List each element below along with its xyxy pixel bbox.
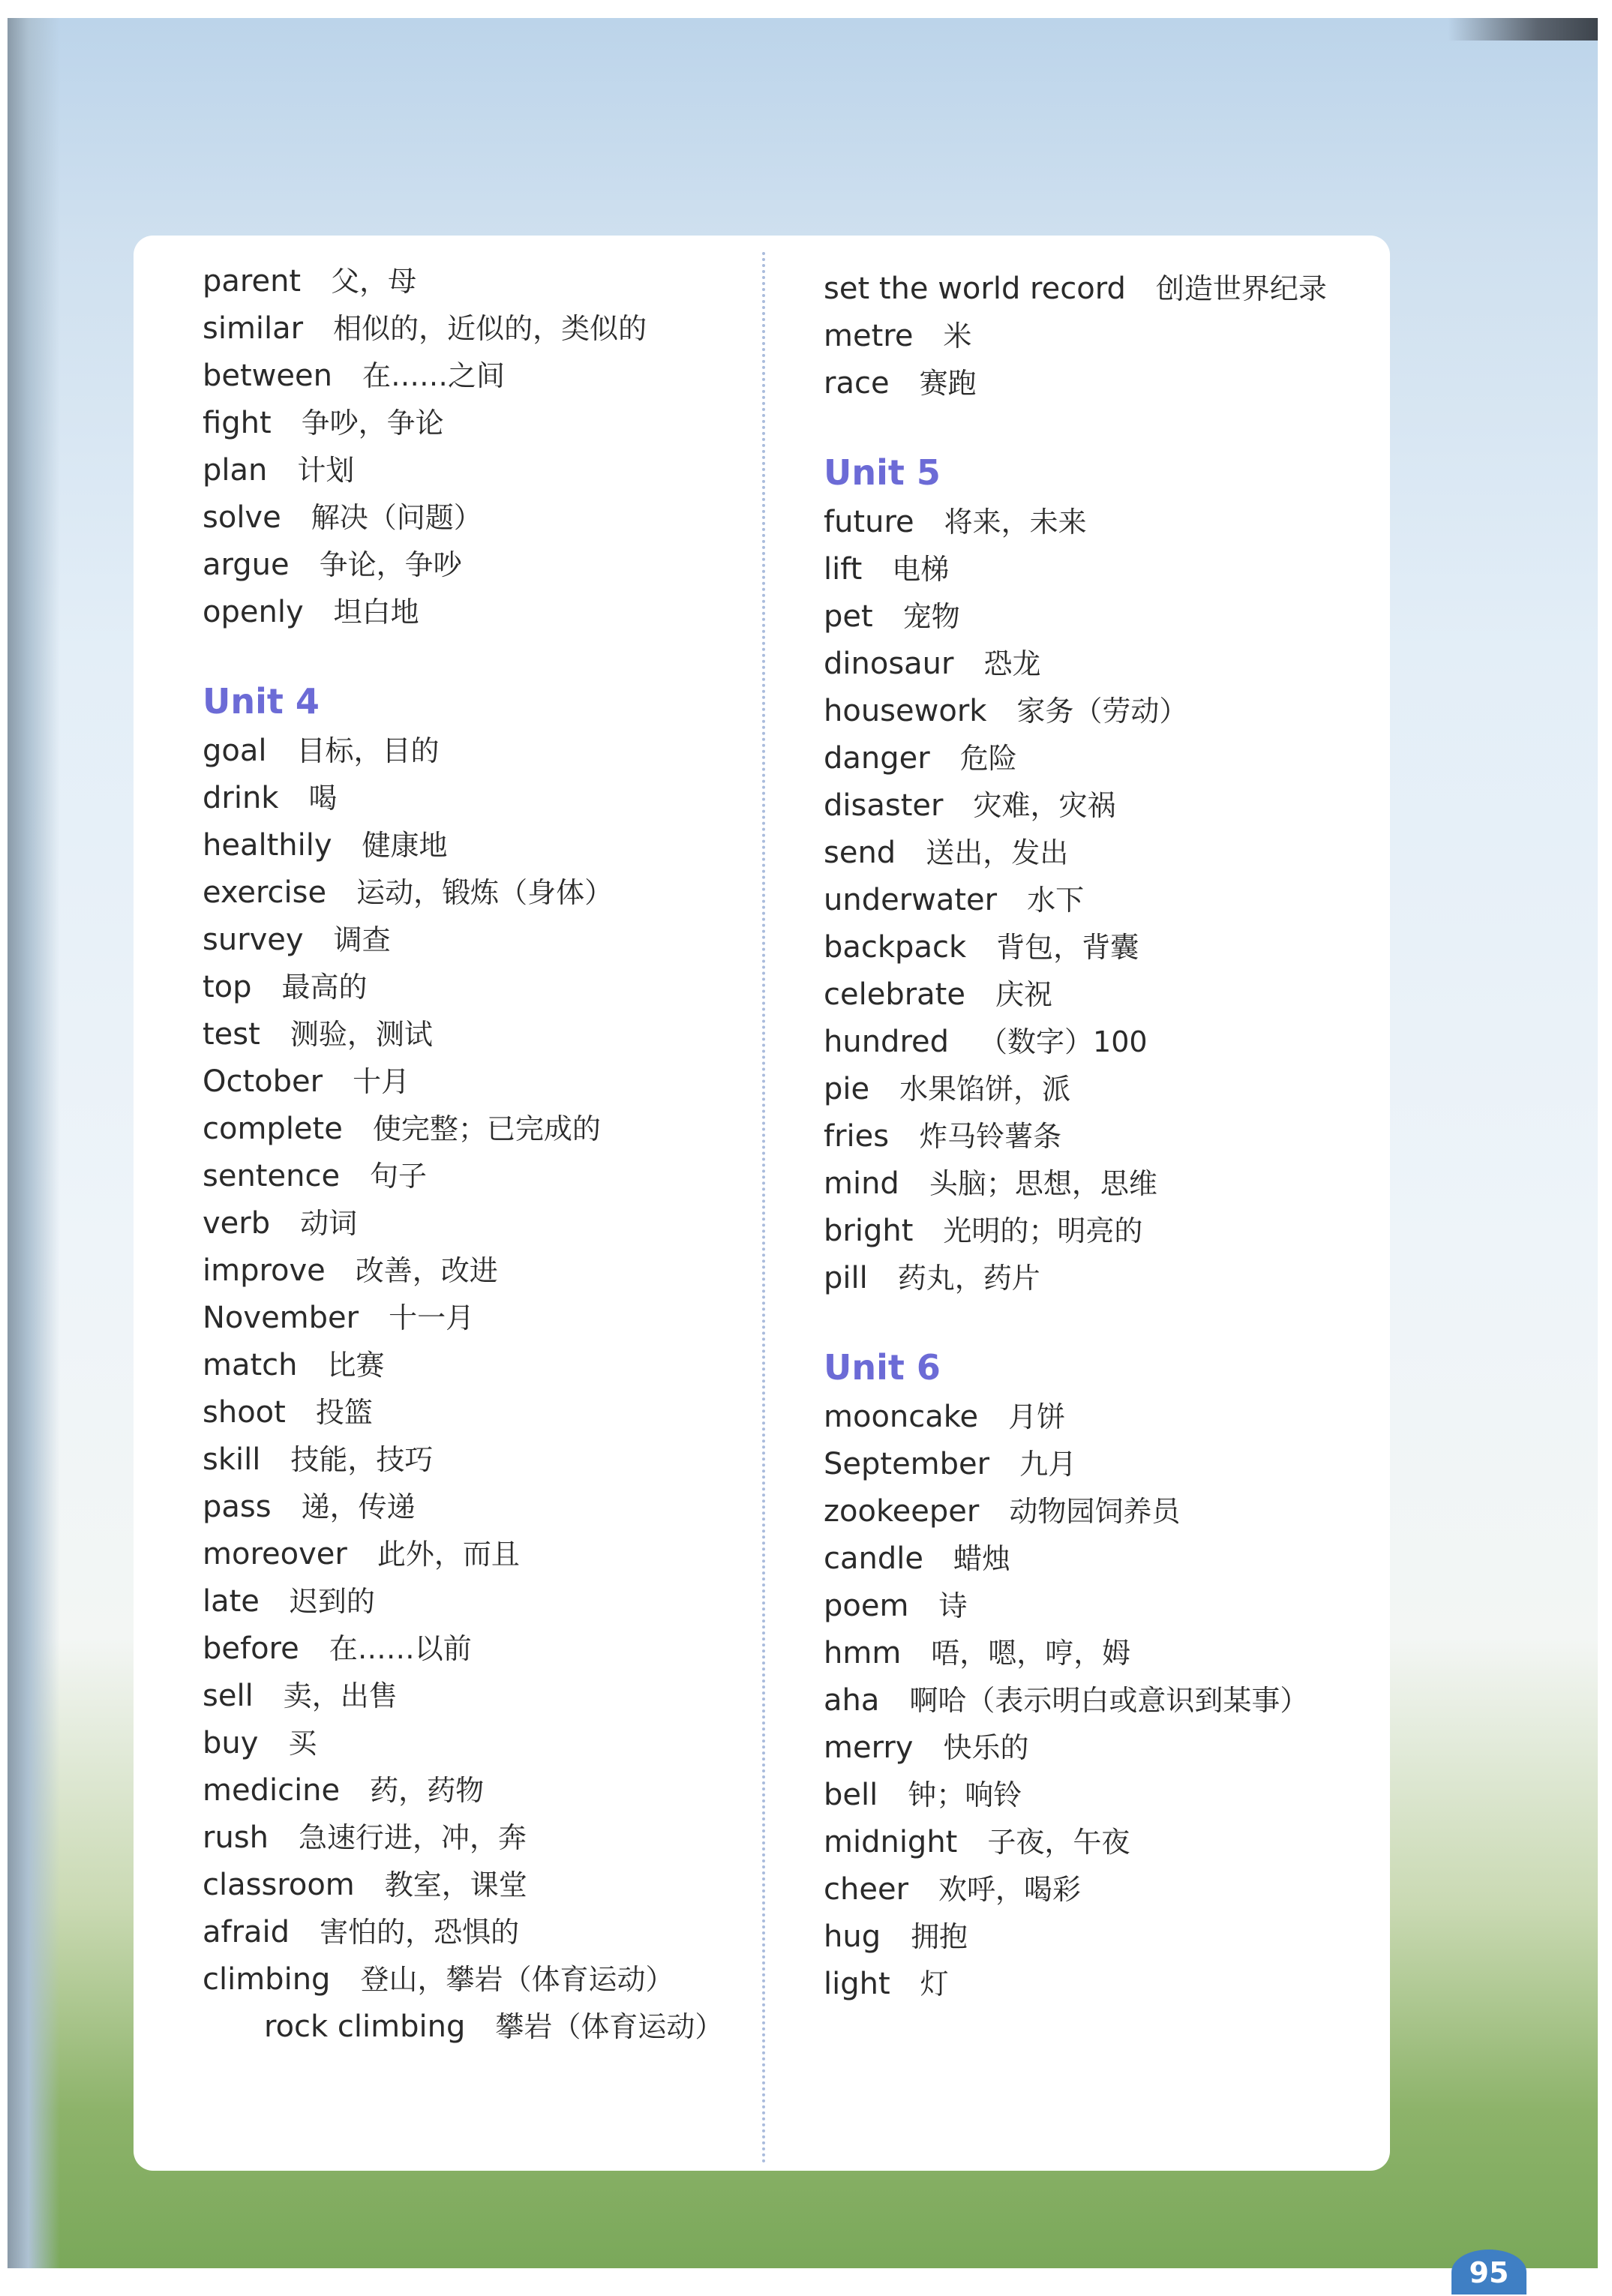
vocab-meaning: 坦白地 [333,596,419,629]
left-top-list [203,258,723,636]
vocab-meaning: 技能，技巧 [290,1443,434,1476]
vocab-word: goal [203,734,267,768]
vocab-entry [203,589,723,636]
vocab-word: cheer [824,1872,909,1907]
vocab-entry [824,971,1327,1019]
vocab-word: similar [203,311,304,346]
vocab-meaning: 相似的，近似的，类似的 [333,312,647,345]
vocab-word: healthily [203,828,332,863]
vocab-entry [203,1436,723,1484]
vocab-word: aha [824,1683,880,1718]
vocab-entry [203,775,723,822]
vocab-word: backpack [824,930,967,965]
vocab-entry [824,1160,1327,1208]
vocab-entry [203,1673,723,1720]
vocab-word: solve [203,500,281,535]
vocab-word: drink [203,781,279,815]
vocab-meaning: 最高的 [281,971,368,1004]
vocab-meaning: 庆祝 [995,978,1052,1011]
vocab-entry [203,353,723,400]
vocab-entry [203,1862,723,1909]
vocab-meaning: 啊哈（表示明白或意识到某事） [909,1684,1309,1717]
vocab-entry [203,305,723,353]
vocab-meaning: 十月 [353,1065,410,1098]
vocab-meaning: 电梯 [892,553,950,586]
vocab-entry [824,1441,1327,1488]
vocab-word: parent [203,264,302,299]
vocab-entry [824,1255,1327,1302]
vocab-entry [203,1814,723,1862]
vocab-word: complete [203,1112,343,1146]
vocab-entry [824,877,1327,924]
vocab-entry [824,1819,1327,1866]
vocab-word: future [824,505,914,539]
vocab-meaning: 危险 [959,742,1017,775]
vocab-entry [203,1106,723,1153]
vocab-meaning: 月饼 [1008,1400,1066,1433]
vocab-word: buy [203,1726,259,1760]
vocab-meaning: 将来，未来 [944,506,1087,539]
vocab-meaning: 使完整；已完成的 [372,1112,601,1145]
vocab-entry [203,1247,723,1295]
vocab-meaning: 比赛 [327,1349,385,1382]
vocab-entry [203,542,723,589]
vocab-entry [203,1153,723,1200]
vocab-meaning: 测验，测试 [290,1018,433,1051]
vocabulary-card [134,236,1390,2171]
vocab-meaning: 在……以前 [329,1632,472,1665]
vocab-word: set the world record [824,272,1126,306]
vocab-word: midnight [824,1825,958,1859]
vocab-entry [203,1625,723,1673]
vocab-entry [824,1113,1327,1160]
vocab-entry [824,830,1327,877]
page-number: 95 [1451,2249,1526,2294]
vocab-meaning: 诗 [938,1589,968,1622]
left-column [203,258,723,2051]
vocab-entry [203,917,723,964]
vocab-meaning: 调查 [333,923,391,956]
vocab-entry [203,869,723,917]
vocab-entry [203,1342,723,1389]
vocab-word: light [824,1967,890,2001]
vocab-meaning: 恐龙 [983,647,1041,680]
vocab-meaning: 父，母 [331,265,417,298]
vocab-meaning: 宠物 [902,600,960,633]
vocab-word: mind [824,1166,899,1201]
vocab-entry [824,1961,1327,2008]
vocab-entry [824,1019,1327,1066]
vocab-word: medicine [203,1773,341,1808]
vocab-word: classroom [203,1868,355,1902]
vocab-meaning: 水下 [1027,884,1085,917]
book-page [8,18,1598,2289]
vocab-word: candle [824,1541,923,1576]
vocab-word: disaster [824,788,944,823]
vocab-meaning: 家务（劳动） [1016,695,1188,728]
vocab-entry [824,1630,1327,1677]
vocab-meaning: 目标，目的 [296,734,440,767]
vocab-meaning: 解决（问题） [311,501,482,534]
vocab-word: sentence [203,1159,341,1193]
vocab-word: celebrate [824,977,965,1012]
vocab-meaning: 此外，而且 [377,1538,520,1571]
vocab-meaning: 十一月 [389,1301,475,1334]
vocab-meaning: 药，药物 [370,1774,485,1807]
vocab-meaning: 蜡烛 [953,1542,1010,1575]
vocab-word: metre [824,319,914,353]
vocab-entry [203,400,723,447]
vocab-entry [824,1208,1327,1255]
vocab-word: merry [824,1730,914,1765]
vocab-meaning: 动词 [300,1207,358,1240]
vocab-word: underwater [824,883,998,917]
vocab-word: climbing [203,1962,331,1997]
vocab-entry [203,1295,723,1342]
vocab-meaning: 急速行进，冲，奔 [299,1821,527,1854]
vocab-meaning: 计划 [297,454,355,487]
vocab-word: poem [824,1589,909,1623]
vocab-meaning: 攀岩（体育运动） [495,2010,724,2043]
vocab-meaning: 教室，课堂 [384,1868,527,1901]
vocab-word: top [203,970,252,1004]
vocab-word: bell [824,1778,878,1812]
vocab-word: afraid [203,1915,290,1949]
vocab-entry [824,1866,1327,1913]
vocab-sub-entry [203,2003,723,2051]
vocab-entry [203,822,723,869]
vocab-word: October [203,1064,323,1099]
vocab-entry [203,1058,723,1106]
vocab-meaning: 钟；响铃 [908,1778,1022,1811]
vocab-word: send [824,836,896,870]
vocab-meaning: 灾难，灾祸 [973,789,1116,822]
vocab-word: November [203,1301,359,1335]
unit-6-heading: Unit 6 [824,1347,941,1388]
vocab-meaning: 登山，攀岩（体育运动） [360,1963,674,1996]
vocab-word: September [824,1447,990,1481]
vocab-meaning: 创造世界纪录 [1155,272,1327,305]
vocab-word: rock climbing [264,2009,466,2044]
vocab-meaning: 递，传递 [301,1490,416,1523]
vocab-entry [203,1011,723,1058]
vocab-meaning: 快乐的 [943,1731,1029,1764]
vocab-entry [203,1484,723,1531]
vocab-entry [824,593,1327,641]
vocab-entry [824,266,1327,313]
unit-5-list [824,499,1327,1302]
column-divider [762,252,765,2165]
unit-4-heading: Unit 4 [203,681,320,722]
vocab-entry [824,1913,1327,1961]
vocab-word: improve [203,1253,326,1288]
right-column [824,266,1327,2008]
vocab-entry [824,688,1327,735]
vocab-meaning: 迟到的 [289,1585,375,1618]
vocab-entry [203,728,723,775]
vocab-word: bright [824,1214,914,1248]
vocab-meaning: 炸马铃薯条 [919,1120,1062,1153]
vocab-meaning: 在……之间 [362,359,505,392]
vocab-meaning: 送出，发出 [926,836,1069,869]
vocab-word: sell [203,1679,254,1713]
vocab-word: test [203,1017,260,1052]
vocab-entry [824,313,1327,360]
vocab-word: rush [203,1820,269,1855]
vocab-meaning: 九月 [1019,1448,1077,1481]
vocab-word: match [203,1348,298,1382]
vocab-word: between [203,359,332,393]
vocab-entry [203,1767,723,1814]
vocab-meaning: 争吵，争论 [301,407,444,440]
vocab-word: late [203,1584,260,1619]
vocab-meaning: 水果馅饼，派 [899,1073,1071,1106]
vocab-meaning: 运动，锻炼（身体） [356,876,614,909]
vocab-word: openly [203,595,304,629]
vocab-entry [824,360,1327,407]
vocab-meaning: 喝 [308,782,338,815]
vocab-meaning: 争论，争吵 [319,548,462,581]
vocab-entry [203,964,723,1011]
vocab-entry [203,1200,723,1247]
vocab-meaning: 害怕的，恐惧的 [320,1916,520,1949]
vocab-meaning: 光明的；明亮的 [943,1214,1143,1247]
unit-4-list [203,728,723,2003]
vocab-word: housework [824,694,987,728]
vocab-meaning: 头脑；思想，思维 [929,1167,1157,1200]
vocab-entry [824,641,1327,688]
vocab-word: argue [203,548,290,582]
right-top-list [824,266,1327,407]
vocab-word: race [824,366,890,401]
vocab-meaning: 投篮 [315,1396,373,1429]
vocab-word: lift [824,552,863,587]
vocab-meaning: 药丸，药片 [897,1262,1040,1295]
vocab-meaning: 动物园饲养员 [1009,1495,1181,1528]
vocab-word: danger [824,741,930,776]
vocab-word: pill [824,1261,868,1295]
vocab-entry [203,1531,723,1578]
vocab-word: fries [824,1119,890,1154]
vocab-entry [824,782,1327,830]
vocab-meaning: （数字）100 [979,1025,1148,1058]
scan-corner-shadow [1448,18,1598,41]
vocab-word: moreover [203,1537,347,1571]
vocab-meaning: 改善，改进 [355,1254,498,1287]
vocab-word: hmm [824,1636,902,1670]
vocab-word: survey [203,923,304,957]
vocab-word: before [203,1631,299,1666]
vocab-meaning: 句子 [370,1160,428,1193]
vocab-entry [824,499,1327,546]
vocab-entry [203,447,723,494]
vocab-word: pass [203,1490,272,1524]
vocab-entry [203,1956,723,2003]
vocab-meaning: 米 [943,320,972,353]
vocab-meaning: 欢呼，喝彩 [938,1873,1082,1906]
vocab-entry [824,735,1327,782]
vocab-word: zookeeper [824,1494,980,1529]
book-spine [8,18,60,2268]
vocab-meaning: 赛跑 [919,367,977,400]
vocab-word: pie [824,1072,870,1106]
vocab-meaning: 买 [288,1727,317,1760]
vocab-entry [824,1066,1327,1113]
vocab-word: hundred [824,1025,950,1059]
vocab-entry [824,1583,1327,1630]
vocab-entry [203,258,723,305]
vocab-meaning: 灯 [920,1967,949,2000]
vocab-meaning: 拥抱 [911,1920,968,1953]
vocab-entry [203,1720,723,1767]
vocab-word: plan [203,453,268,488]
vocab-entry [203,1909,723,1956]
vocab-entry [824,546,1327,593]
vocab-entry [203,1389,723,1436]
vocab-meaning: 背包，背囊 [996,931,1139,964]
vocab-word: dinosaur [824,647,954,681]
vocab-word: fight [203,406,272,440]
vocab-word: skill [203,1442,261,1477]
vocab-meaning: 卖，出售 [283,1679,398,1712]
vocab-entry [203,494,723,542]
vocab-word: verb [203,1206,271,1241]
vocab-word: exercise [203,875,327,910]
vocab-entry [824,1772,1327,1819]
vocab-entry [824,924,1327,971]
vocab-entry [824,1488,1327,1535]
vocab-entry [824,1724,1327,1772]
vocab-meaning: 子夜，午夜 [987,1826,1130,1859]
vocab-entry [824,1535,1327,1583]
vocab-word: hug [824,1919,881,1954]
vocab-entry [203,1578,723,1625]
vocab-word: pet [824,599,873,634]
vocab-meaning: 健康地 [362,829,448,862]
vocab-entry [824,1677,1327,1724]
unit-6-list [824,1394,1327,2008]
unit-5-heading: Unit 5 [824,452,941,493]
vocab-entry [824,1394,1327,1441]
vocab-word: mooncake [824,1400,979,1434]
vocab-meaning: 唔，嗯，哼，姆 [931,1637,1131,1670]
vocab-word: shoot [203,1395,286,1430]
